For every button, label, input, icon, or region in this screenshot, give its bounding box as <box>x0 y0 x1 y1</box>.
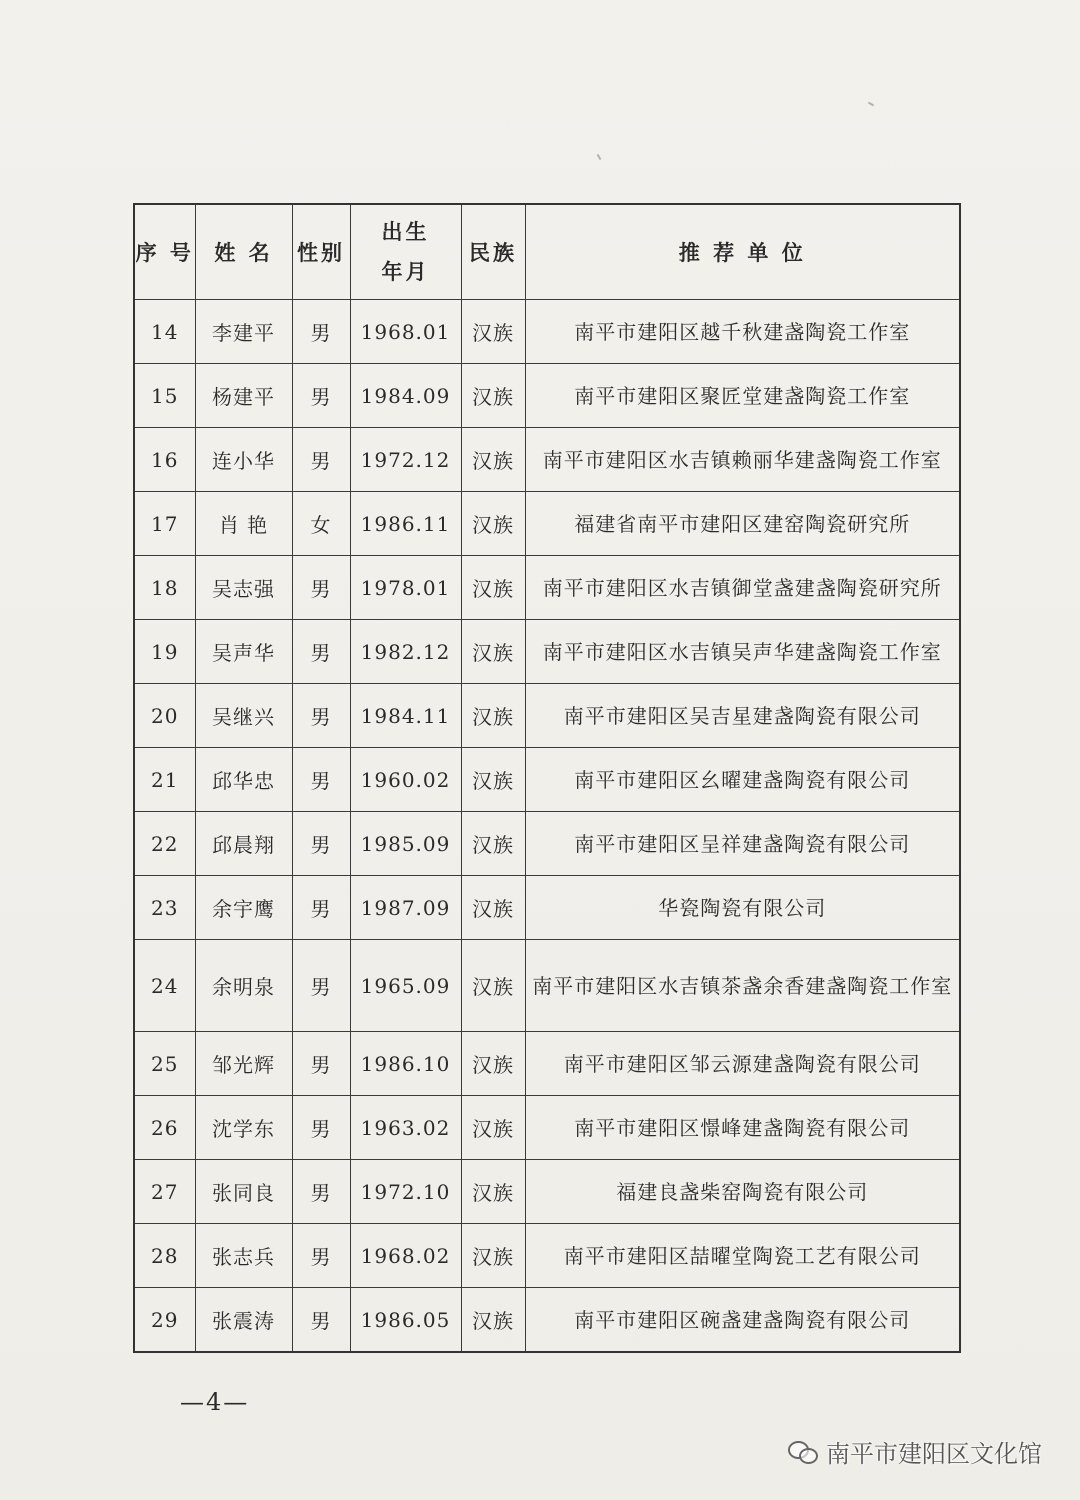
sex-cell: 男 <box>292 940 350 1032</box>
ethnicity-cell: 汉族 <box>461 748 525 812</box>
sex-cell: 女 <box>292 492 350 556</box>
account-watermark <box>788 1434 1042 1469</box>
ethnicity-cell: 汉族 <box>461 812 525 876</box>
serial-number-cell: 14 <box>134 300 195 364</box>
name-cell: 余宇鹰 <box>195 876 292 940</box>
ethnicity-cell: 汉族 <box>461 620 525 684</box>
name-cell: 李建平 <box>195 300 292 364</box>
name-cell: 吴继兴 <box>195 684 292 748</box>
sex-cell: 男 <box>292 300 350 364</box>
watermark-text: 南平市建阳区文化馆 <box>826 1440 1042 1468</box>
ethnicity-cell: 汉族 <box>461 556 525 620</box>
serial-number-cell: 16 <box>134 428 195 492</box>
recommending-unit-cell: 福建良盏柴窑陶瓷有限公司 <box>525 1160 960 1224</box>
name-cell: 杨建平 <box>195 364 292 428</box>
ethnicity-cell: 汉族 <box>461 940 525 1032</box>
sex-cell: 男 <box>292 556 350 620</box>
name-cell: 张志兵 <box>195 1224 292 1288</box>
recommending-unit-cell: 南平市建阳区憬峰建盏陶瓷有限公司 <box>525 1096 960 1160</box>
serial-number-cell: 22 <box>134 812 195 876</box>
table-row <box>134 940 960 1032</box>
table-row <box>134 748 960 812</box>
ethnicity-cell: 汉族 <box>461 300 525 364</box>
ethnicity-cell: 汉族 <box>461 1160 525 1224</box>
page-number: —4— <box>180 1388 250 1416</box>
table-row <box>134 1096 960 1160</box>
name-cell: 邹光辉 <box>195 1032 292 1096</box>
table-row <box>134 1288 960 1353</box>
table-row <box>134 428 960 492</box>
table-row <box>134 1224 960 1288</box>
serial-number-cell: 18 <box>134 556 195 620</box>
serial-number-cell: 27 <box>134 1160 195 1224</box>
sex-cell: 男 <box>292 364 350 428</box>
table-row <box>134 300 960 364</box>
recommending-unit-cell: 南平市建阳区幺曜建盏陶瓷有限公司 <box>525 748 960 812</box>
ethnicity-cell: 汉族 <box>461 684 525 748</box>
serial-number-cell: 28 <box>134 1224 195 1288</box>
name-cell: 余明泉 <box>195 940 292 1032</box>
birth-date-cell: 1984.11 <box>350 684 461 748</box>
table-row <box>134 620 960 684</box>
table-row <box>134 1032 960 1096</box>
header-birth-date <box>350 204 461 300</box>
recommending-unit-cell: 南平市建阳区水吉镇吴声华建盏陶瓷工作室 <box>525 620 960 684</box>
birth-date-cell: 1987.09 <box>350 876 461 940</box>
serial-number-cell: 23 <box>134 876 195 940</box>
table-row <box>134 556 960 620</box>
name-cell: 肖 艳 <box>195 492 292 556</box>
table-row <box>134 876 960 940</box>
name-cell: 邱晨翔 <box>195 812 292 876</box>
serial-number-cell: 25 <box>134 1032 195 1096</box>
serial-number-cell: 19 <box>134 620 195 684</box>
table-row <box>134 684 960 748</box>
ethnicity-cell: 汉族 <box>461 876 525 940</box>
table-row <box>134 492 960 556</box>
birth-date-cell: 1963.02 <box>350 1096 461 1160</box>
recommending-unit-cell: 华瓷陶瓷有限公司 <box>525 876 960 940</box>
recommending-unit-cell: 南平市建阳区喆曜堂陶瓷工艺有限公司 <box>525 1224 960 1288</box>
ethnicity-cell: 汉族 <box>461 1096 525 1160</box>
sex-cell: 男 <box>292 748 350 812</box>
table-row <box>134 1160 960 1224</box>
sex-cell: 男 <box>292 684 350 748</box>
name-cell: 张同良 <box>195 1160 292 1224</box>
recommending-unit-cell: 南平市建阳区越千秋建盏陶瓷工作室 <box>525 300 960 364</box>
ethnicity-cell: 汉族 <box>461 364 525 428</box>
birth-date-cell: 1968.02 <box>350 1224 461 1288</box>
serial-number-cell: 15 <box>134 364 195 428</box>
name-cell: 连小华 <box>195 428 292 492</box>
table-header-row <box>134 204 960 300</box>
serial-number-cell: 24 <box>134 940 195 1032</box>
header-serial-number: 序 号 <box>134 204 195 300</box>
sex-cell: 男 <box>292 1224 350 1288</box>
ethnicity-cell: 汉族 <box>461 492 525 556</box>
serial-number-cell: 29 <box>134 1288 195 1353</box>
sex-cell: 男 <box>292 876 350 940</box>
scan-speck <box>597 154 602 160</box>
recommending-unit-cell: 南平市建阳区吴吉星建盏陶瓷有限公司 <box>525 684 960 748</box>
ethnicity-cell: 汉族 <box>461 1032 525 1096</box>
ethnicity-cell: 汉族 <box>461 1288 525 1353</box>
recommending-unit-cell: 南平市建阳区碗盏建盏陶瓷有限公司 <box>525 1288 960 1353</box>
birth-date-cell: 1978.01 <box>350 556 461 620</box>
serial-number-cell: 21 <box>134 748 195 812</box>
name-cell: 张震涛 <box>195 1288 292 1353</box>
table-row <box>134 364 960 428</box>
birth-date-cell: 1972.12 <box>350 428 461 492</box>
serial-number-cell: 17 <box>134 492 195 556</box>
birth-date-cell: 1972.10 <box>350 1160 461 1224</box>
sex-cell: 男 <box>292 620 350 684</box>
scan-speck <box>868 102 874 107</box>
birth-date-cell: 1968.01 <box>350 300 461 364</box>
inheritor-roster-table <box>133 203 961 1353</box>
sex-cell: 男 <box>292 1096 350 1160</box>
serial-number-cell: 20 <box>134 684 195 748</box>
birth-date-cell: 1984.09 <box>350 364 461 428</box>
table-row <box>134 812 960 876</box>
sex-cell: 男 <box>292 428 350 492</box>
serial-number-cell: 26 <box>134 1096 195 1160</box>
ethnicity-cell: 汉族 <box>461 1224 525 1288</box>
header-birth-line1: 出生 <box>381 219 430 244</box>
header-recommending-unit: 推 荐 单 位 <box>525 204 960 300</box>
header-name: 姓 名 <box>195 204 292 300</box>
birth-date-cell: 1965.09 <box>350 940 461 1032</box>
birth-date-cell: 1960.02 <box>350 748 461 812</box>
recommending-unit-cell: 南平市建阳区水吉镇赖丽华建盏陶瓷工作室 <box>525 428 960 492</box>
sex-cell: 男 <box>292 1032 350 1096</box>
ethnicity-cell: 汉族 <box>461 428 525 492</box>
sex-cell: 男 <box>292 812 350 876</box>
recommending-unit-cell: 南平市建阳区水吉镇御堂盏建盏陶瓷研究所 <box>525 556 960 620</box>
birth-date-cell: 1986.05 <box>350 1288 461 1353</box>
header-ethnicity: 民族 <box>461 204 525 300</box>
name-cell: 沈学东 <box>195 1096 292 1160</box>
birth-date-cell: 1986.11 <box>350 492 461 556</box>
sex-cell: 男 <box>292 1160 350 1224</box>
sex-cell: 男 <box>292 1288 350 1353</box>
birth-date-cell: 1986.10 <box>350 1032 461 1096</box>
name-cell: 吴志强 <box>195 556 292 620</box>
recommending-unit-cell: 南平市建阳区水吉镇茶盏余香建盏陶瓷工作室 <box>525 940 960 1032</box>
recommending-unit-cell: 南平市建阳区聚匠堂建盏陶瓷工作室 <box>525 364 960 428</box>
recommending-unit-cell: 南平市建阳区邹云源建盏陶瓷有限公司 <box>525 1032 960 1096</box>
recommending-unit-cell: 福建省南平市建阳区建窑陶瓷研究所 <box>525 492 960 556</box>
name-cell: 吴声华 <box>195 620 292 684</box>
wechat-icon <box>788 1439 818 1465</box>
birth-date-cell: 1982.12 <box>350 620 461 684</box>
header-sex: 性别 <box>292 204 350 300</box>
recommending-unit-cell: 南平市建阳区呈祥建盏陶瓷有限公司 <box>525 812 960 876</box>
table-body <box>134 300 960 1353</box>
name-cell: 邱华忠 <box>195 748 292 812</box>
header-birth-line2: 年月 <box>381 259 430 284</box>
birth-date-cell: 1985.09 <box>350 812 461 876</box>
